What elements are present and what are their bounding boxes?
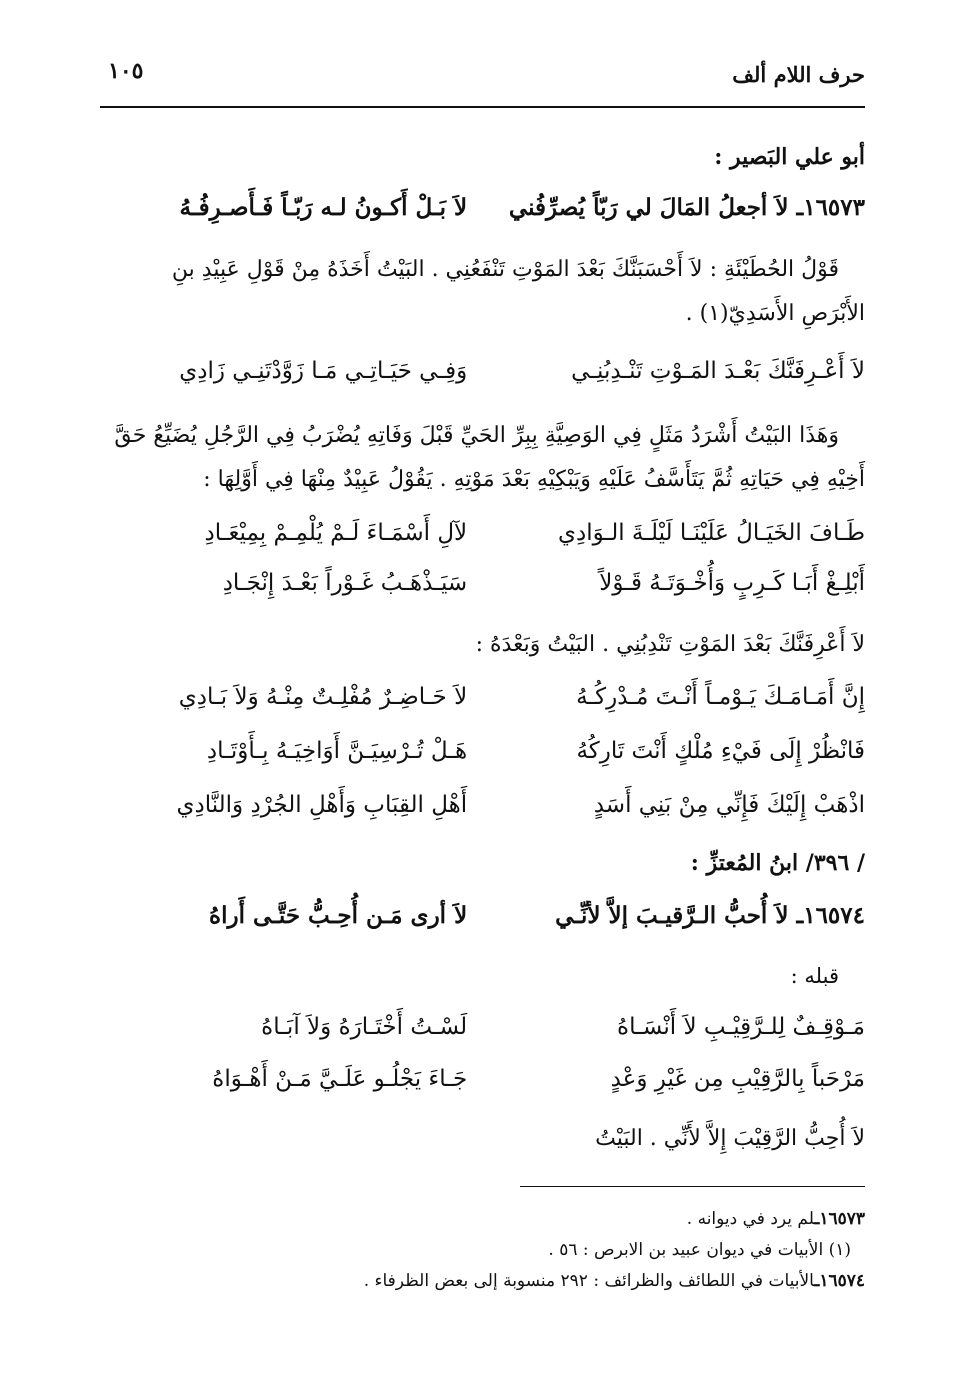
commentary-line: لاَ أُحِبُّ الرَّقِيْبَ إِلاَّ لأَنِّي . البَيْتُ [595,1126,865,1151]
footnote-number: ١٦٥٧٤ـ [814,1271,865,1291]
verse-hemistich-first: طَـافَ الخَيَـالُ عَلَيْنَـا لَيْلَـةَ الـوَادِي [557,520,865,546]
main-text [100,138,865,1174]
quoted-verse [100,570,865,614]
verse-hemistich-first: إِنَّ أَمَـامَـكَ يَـوْمـاً أَنْـتَ مُـدْرِكُـهُ [576,684,865,710]
hemistich-text: لاَ أُحبُّ الـرَّقيـبَ إلاَّ لأنِّـي [555,902,789,929]
footnote-number: ١٦٥٧٣ـ [814,1209,865,1229]
verse-hemistich-second: لَسْـتُ أَخْتَـارَهُ وَلاَ آبَـاهُ [261,1014,468,1040]
commentary-line: أَخِيْهِ فِي حَيَاتِهِ ثُمَّ يَتَأَسَّفُ عَلَيْهِ وَيَبْكِيْهِ بَعْدَ مَوْتِهِ . يَقُوْلُ عَبِيْدٌ مِنْهَا فِي أَوَّلِهَا : [203,467,865,492]
commentary-line: قَوْلُ الحُطَيْئَةِ : لاَ أَحْسَبَنَّكَ بَعْدَ المَوْتِ تَنْفَعُنِي . البَيْتُ أَخَذَهُ مِنْ قَوْلِ عَبِيْدِ بنِ [171,257,839,282]
commentary-paragraph [100,248,865,336]
verse-hemistich-second: جَـاءَ يَجْلُـو عَلَـيَّ مَـنْ أَهْـوَاهُ [212,1066,468,1092]
quoted-verse [100,684,865,728]
verse-hemistich-first [498,194,865,221]
poet-name: أبو علي البَصير : [714,144,865,170]
quoted-verse [100,792,865,836]
commentary-line: لاَ أَعْرِفَنَّكَ بَعْدَ المَوْتِ تَنْدِبُنِي . البَيْتُ وَبَعْدَهُ : [475,632,865,657]
verse-entry-16573 [100,194,865,238]
footnote-divider [520,1186,865,1187]
entry-number: ١٦٥٧٤ـ [796,902,865,929]
footnote [100,1266,865,1297]
verse-hemistich-second: أَهْلِ القِبَابِ وَأَهْلِ الجُرْدِ وَالنَّادِي [176,792,468,818]
verse-hemistich-second: لآلِ أَسْمَـاءَ لَـمْ يُلْمِـمْ بِمِيْعَـادِ [204,520,468,546]
footnote [100,1204,865,1235]
page-header [100,56,865,96]
preceding-note: قبله : [790,964,839,988]
verse-hemistich-first [498,902,865,929]
header-divider [100,106,865,108]
footnote-text: الأبيات في اللطائف والظرائف : ٢٩٢ منسوبة إلى بعض الظرفاء . [363,1271,815,1291]
verse-hemistich-first: فَانْظُرْ إِلَى فَيْءِ مُلْكٍ أَنْتَ تَارِكُهُ [576,738,865,764]
verse-hemistich-first: مَـوْقِـفٌ لِلـرَّقِيْـبِ لاَ أَنْسَـاهُ [617,1014,865,1040]
verse-hemistich-first: اذْهَبْ إِلَيْكَ فَإِنِّي مِنْ بَنِي أَسَدٍ [593,792,865,818]
quoted-verse [100,358,865,402]
verse-hemistich-second: هَـلْ تُـرْسِيَـنَّ أَوَاخِيَـهُ بِـأَوْتَـادِ [206,738,468,764]
page-number: ١٠٥ [108,58,144,84]
verse-hemistich-second: سَيَـذْهَـبُ غَـوْراً بَعْـدَ إِنْجَـادِ [222,570,468,596]
verse-hemistich-second: وَفِـي حَيَـاتِـي مَـا زَوَّدْتَنِـي زَادِي [179,358,468,384]
quoted-verse [100,1014,865,1058]
verse-hemistich-first: أَبْلِـغْ أَبَـا كَـرِبٍ وَأُخْـوَتَـهُ قَـوْلاً [599,570,865,596]
verse-hemistich-second: لاَ حَـاضِـرٌ مُفْلِـتٌ مِنْـهُ وَلاَ بَـادِي [178,684,468,710]
footnotes [100,1204,865,1297]
commentary-line: الأَبْرَصِ الأَسَدِيّ(١) . [685,301,865,326]
verse-hemistich-second: لاَ بَـلْ أَكـونُ لـه رَبّـاً فَـأَصـرِفُـهُ [179,194,468,221]
verse-hemistich-first: لاَ أَعْـرِفَنَّكَ بَعْـدَ المَـوْتِ تَنْـدِبُنِـي [571,358,865,384]
footnote: (١) الأبيات في ديوان عبيد بن الابرص : ٥٦ . [548,1240,851,1260]
commentary-paragraph [100,414,865,502]
verse-hemistich-first: مَرْحَباً بِالرَّقِيْبِ مِن غَيْرِ وَعْدٍ [610,1066,865,1092]
verse-hemistich-second: لاَ أرى مَـن أُحِـبُّ حَتَّـى أَراهُ [209,902,468,929]
quoted-verse [100,738,865,782]
hemistich-text: لاَ أجعلُ المَالَ لي رَبّاً يُصرِّفُني [508,194,789,221]
verse-entry-16574 [100,902,865,946]
quoted-verse [100,1066,865,1110]
chapter-title: حرف اللام ألف [732,62,865,87]
footnote-text: لم يرد في ديوانه . [686,1209,815,1229]
poet-name: / ٣٩٦/ ابنُ المُعتزِّ : [690,850,865,876]
quoted-verse [100,520,865,564]
commentary-line: وَهَذَا البَيْتُ أَشْرَدُ مَثَلٍ فِي الوَصِيَّةِ بِبِرِّ الحَيِّ قَبْلَ وَفَاتِهِ يُضْرَبُ فِي الرَّجُلِ يُضَيِّعُ حَقَّ [114,423,839,448]
entry-number: ١٦٥٧٣ـ [796,194,865,221]
